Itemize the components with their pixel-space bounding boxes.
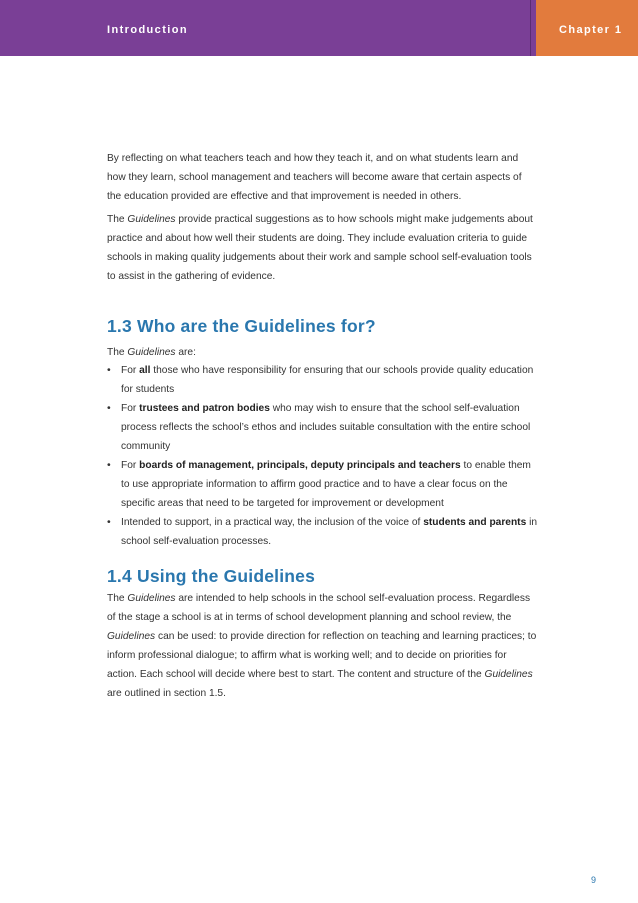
page-number: 9 bbox=[591, 875, 597, 885]
text-run: The bbox=[107, 214, 128, 225]
bold-run: trustees and patron bodies bbox=[139, 403, 270, 414]
text-run: are intended to help schools in the school self-evaluation process. Regardless of the stage a school is at in terms of school development planning and school review, the bbox=[107, 593, 531, 623]
text-run: those who have responsibility for ensuring that our schools provide quality education for students bbox=[121, 365, 534, 395]
page-header bbox=[0, 0, 638, 56]
text-run: are: bbox=[175, 347, 196, 358]
section-title: Introduction bbox=[107, 24, 188, 36]
section-1-4-paragraph bbox=[107, 589, 537, 703]
header-divider bbox=[530, 0, 531, 56]
italic-run: Guidelines bbox=[127, 593, 176, 604]
list-item bbox=[107, 456, 537, 513]
italic-run: Guidelines bbox=[127, 214, 176, 225]
audience-list bbox=[107, 361, 537, 551]
bullet-icon: • bbox=[107, 459, 111, 471]
text-run: For bbox=[121, 403, 140, 414]
intro-paragraph-2 bbox=[107, 210, 537, 286]
bold-run: students and parents bbox=[423, 517, 527, 528]
text-run: The bbox=[107, 593, 128, 604]
intro-paragraph-1: By reflecting on what teachers teach and how they teach it, and on what students learn and how they learn, school management and teachers will become aware that certain aspects of the education provided are effective and that improvement is needed in others. bbox=[107, 153, 522, 202]
bullet-icon: • bbox=[107, 402, 111, 414]
bold-run: boards of management, principals, deputy principals and teachers bbox=[139, 460, 461, 471]
bullet-icon: • bbox=[107, 516, 111, 528]
text-run: are outlined in section 1.5. bbox=[107, 688, 226, 699]
text-run: in school self-evaluation processes. bbox=[121, 517, 538, 547]
text-run: The bbox=[107, 347, 128, 358]
italic-run: Guidelines bbox=[107, 631, 156, 642]
text-run: Intended to support, in a practical way, the inclusion of the voice of bbox=[121, 517, 424, 528]
section-heading-1-4: 1.4 Using the Guidelines bbox=[107, 566, 316, 586]
text-run: For bbox=[121, 365, 140, 376]
list-item bbox=[107, 513, 537, 551]
text-run: who may wish to ensure that the school self-evaluation process reflects the school’s ethos and includes suitable consultation with the entire school community bbox=[121, 403, 531, 452]
list-item bbox=[107, 399, 537, 456]
list-item bbox=[107, 361, 537, 399]
text-run: For bbox=[121, 460, 140, 471]
italic-run: Guidelines bbox=[127, 347, 176, 358]
italic-run: Guidelines bbox=[484, 669, 533, 680]
chapter-label: Chapter 1 bbox=[559, 24, 623, 36]
section-1-3-lead bbox=[107, 343, 537, 362]
bullet-icon: • bbox=[107, 364, 111, 376]
bold-run: all bbox=[139, 365, 151, 376]
section-heading-1-3: 1.3 Who are the Guidelines for? bbox=[107, 316, 376, 336]
text-run: provide practical suggestions as to how schools might make judgements about practice and about how well their students are doing. They include evaluation criteria to guide schools in making quality judgements about their work and sample school self-evaluation tools to assist in the gathering of evidence. bbox=[107, 214, 533, 282]
text-run: to enable them to use appropriate information to affirm good practice and to have a clear focus on the specific areas that need to be targeted for improvement or development bbox=[121, 460, 531, 509]
text-run: can be used: to provide direction for reflection on teaching and learning practices; to inform professional dialogue; to affirm what is working well; and to decide on priorities for action. Each school will decide where best to start. The content and structure of the bbox=[107, 631, 537, 680]
